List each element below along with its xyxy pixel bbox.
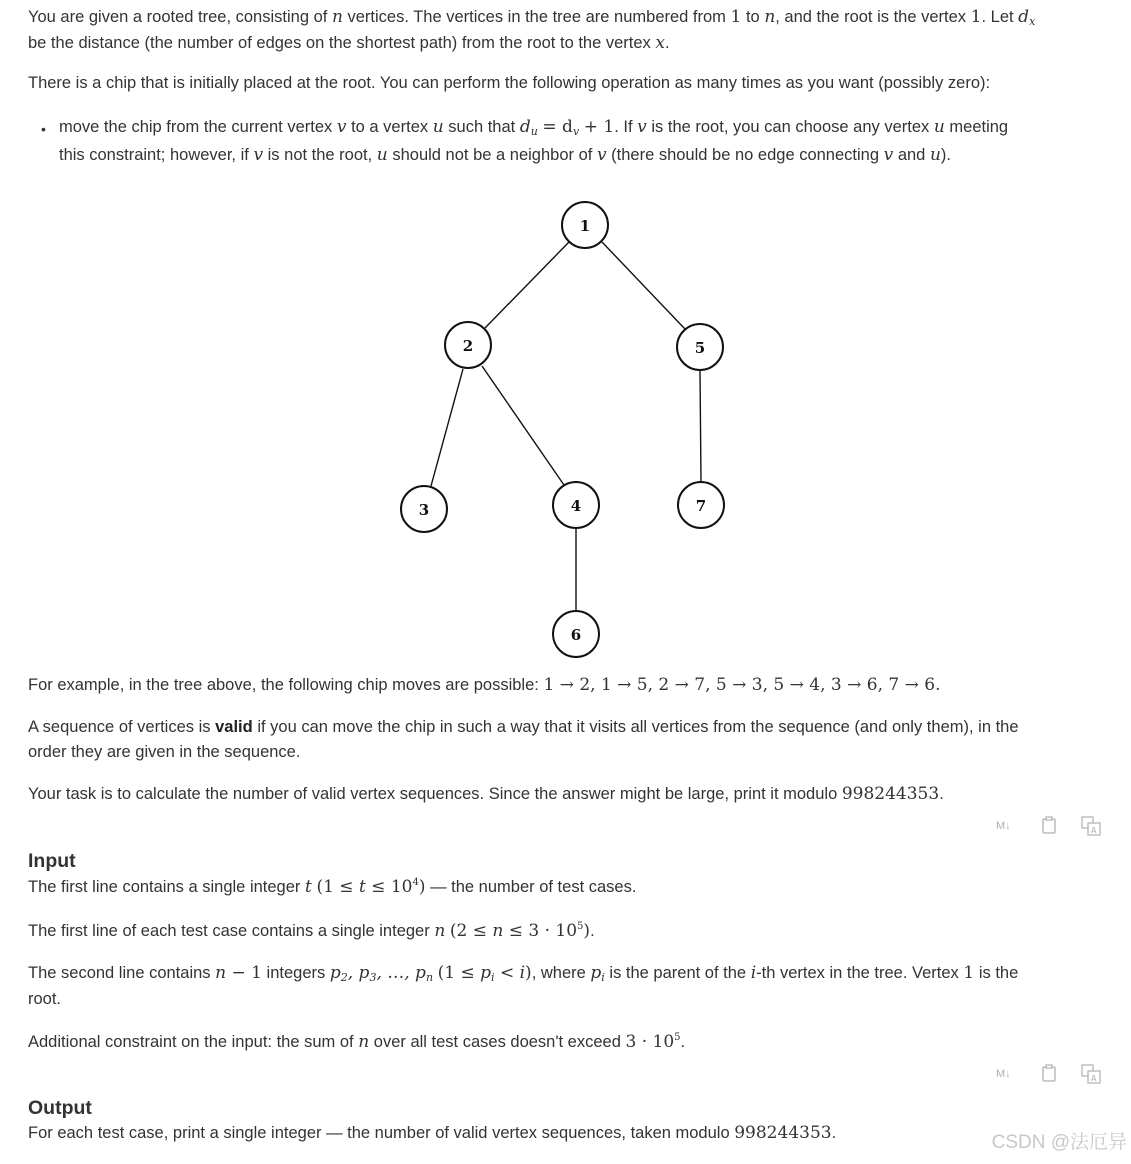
- bullet-dot: •: [41, 121, 46, 137]
- edge-5-7: [700, 371, 701, 481]
- task-paragraph: Your task is to calculate the number of valid vertex sequences. Since the answer might be large, print it modulo 998244353.: [28, 784, 944, 804]
- input-toolbar: [990, 816, 1110, 840]
- valid-paragraph: A sequence of vertices is valid if you can move the chip in such a way that it visits all vertices from the sequence (and only them), in the order they are given in the sequence.: [28, 718, 1019, 761]
- svg-text:A: A: [1091, 826, 1097, 835]
- node-2-label: 2: [462, 337, 474, 355]
- input-line-2: The first line of each test case contains a single integer n $(2 \le n \le 3 \cdot 10^5)$.: [28, 921, 595, 941]
- input-line-4: Additional constraint on the input: the sum of n over all test cases doesn't exceed $3 \cdot 10^5$.: [28, 1032, 686, 1052]
- translate-button[interactable]: [1081, 1064, 1101, 1087]
- input-heading: Input: [28, 850, 76, 872]
- translate-icon: [1081, 816, 1101, 836]
- operation-bullet: move the chip from the current vertex v to a vertex u such that du = dv + 1. If v is the root, you can choose any vertex u meeting this constraint; however, if v is not the root, u should not be a neighbor of v (there should be no edge connecting v and u).: [59, 117, 1009, 165]
- copy-icon: [1042, 1064, 1056, 1082]
- chip-paragraph: There is a chip that is initially placed at the root. You can perform the following operation as many times as you want (possibly zero):: [28, 74, 991, 92]
- markdown-button[interactable]: M↓: [996, 1068, 1011, 1080]
- output-toolbar: [990, 1064, 1110, 1088]
- node-4-label: 4: [570, 497, 582, 515]
- input-line-1: The first line contains a single integer t $(1 \le t \le 10^4)$ — the number of test cases.: [28, 877, 637, 897]
- edge-2-4: [482, 366, 564, 485]
- copy-icon: [1042, 816, 1056, 834]
- copy-button[interactable]: [1042, 816, 1056, 837]
- node-3-label: 3: [418, 501, 430, 519]
- tree-nodes: [401, 202, 724, 657]
- edge-2-3: [431, 369, 463, 486]
- edge-1-2: [485, 242, 569, 328]
- node-6-label: 6: [570, 626, 582, 644]
- watermark: CSDN @法厄异: [991, 1132, 1127, 1153]
- node-5-label: 5: [694, 339, 706, 357]
- node-1-label: 1: [579, 217, 591, 235]
- translate-button[interactable]: [1081, 816, 1101, 839]
- output-heading: Output: [28, 1097, 92, 1119]
- statement-intro: You are given a rooted tree, consisting of n vertices. The vertices in the tree are numbered from 1 to n, and the root is the vertex 1. Let dx be the distance (the number of edges on the shortest path) from the root to the vertex x.: [28, 7, 1036, 53]
- output-paragraph: For each test case, print a single integer — the number of valid vertex sequences, taken modulo 998244353.: [28, 1123, 837, 1143]
- markdown-button[interactable]: M↓: [996, 820, 1011, 832]
- copy-button[interactable]: [1042, 1064, 1056, 1085]
- edge-1-5: [602, 242, 685, 329]
- tree-edges: [431, 242, 701, 610]
- translate-icon: [1081, 1064, 1101, 1084]
- example-paragraph: For example, in the tree above, the following chip moves are possible: 1 → 2, 1 → 5, 2 → 7, 5 → 3, 5 → 4, 3 → 6, 7 → 6.: [28, 675, 941, 695]
- svg-text:A: A: [1091, 1074, 1097, 1083]
- node-7-label: 7: [695, 497, 707, 515]
- input-line-3: The second line contains n − 1 integers p2, p3, …, pn (1 ≤ pi < i), where pi is the parent of the i-th vertex in the tree. Vertex 1 is the root.: [28, 963, 1019, 1008]
